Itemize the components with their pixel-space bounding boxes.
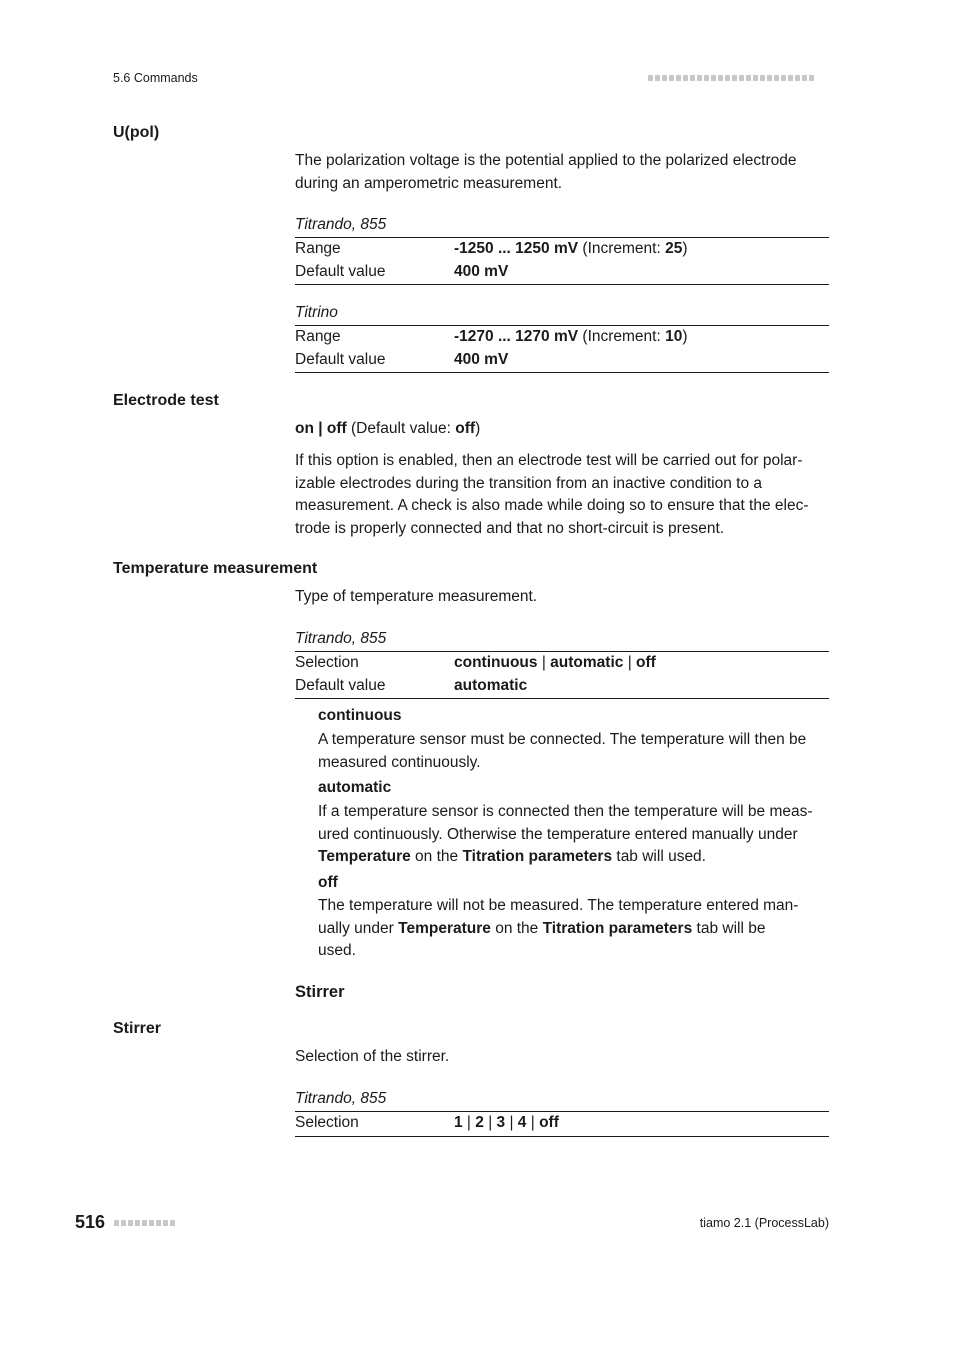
row-value: automatic [454, 676, 528, 694]
temperature-table [295, 627, 829, 699]
heading-upol: U(pol) [113, 124, 160, 141]
option-desc-continuous [318, 729, 829, 774]
table-caption: Titrando, 855 [295, 216, 387, 233]
heading-temperature-measurement: Temperature measurement [113, 560, 318, 577]
desc-line: trode is properly connected and that no short-circuit is present. [295, 519, 725, 537]
footer-product-name: tiamo 2.1 (ProcessLab) [699, 1216, 829, 1230]
desc-line: ually under Temperature on the Titration parameters tab will be [318, 919, 766, 937]
table-row [295, 238, 829, 261]
temperature-description: Type of temperature measurement. [295, 588, 538, 605]
upol-desc-line: during an amperometric measurement. [295, 174, 563, 192]
row-value: -1270 ... 1270 mV (Increment: 10) [454, 328, 688, 345]
desc-line: The temperature will not be measured. The temperature entered man- [318, 897, 799, 914]
row-value: 400 mV [454, 262, 509, 280]
table-caption: Titrando, 855 [295, 1090, 387, 1107]
table-row [295, 675, 829, 698]
row-value: continuous | automatic | off [454, 654, 656, 671]
desc-line: A temperature sensor must be connected. The temperature will then be [318, 731, 807, 748]
table-row [295, 326, 829, 349]
page-number: 516 [75, 1212, 106, 1232]
table-row [295, 261, 829, 284]
row-label: Selection [295, 1114, 359, 1131]
desc-line: Temperature on the Titration parameters tab will used. [318, 848, 706, 865]
footer-decoration-dots [114, 1220, 175, 1226]
desc-line: If this option is enabled, then an electrode test will be carried out for polar- [295, 452, 803, 469]
table-row [295, 1112, 829, 1135]
option-desc-automatic [318, 801, 829, 869]
upol-desc-line: The polarization voltage is the potential applied to the polarized electrode [295, 152, 797, 169]
table-row [295, 652, 829, 675]
option-title-automatic: automatic [318, 779, 392, 796]
row-label: Default value [295, 676, 386, 694]
heading-electrode-test: Electrode test [113, 392, 219, 409]
row-label: Range [295, 328, 341, 345]
table-caption: Titrando, 855 [295, 630, 387, 647]
subheading-stirrer: Stirrer [295, 983, 345, 1001]
row-value: 1 | 2 | 3 | 4 | off [454, 1114, 559, 1131]
electrode-test-options: on | off (Default value: off) [295, 420, 481, 437]
row-label: Default value [295, 350, 386, 368]
option-desc-off [318, 895, 829, 963]
option-title-off: off [318, 874, 338, 891]
electrode-test-description [295, 450, 829, 540]
row-value: 400 mV [454, 350, 509, 368]
row-label: Range [295, 240, 341, 257]
row-label: Default value [295, 262, 386, 280]
desc-line: izable electrodes during the transition from an inactive condition to a [295, 474, 762, 492]
table-row [295, 349, 829, 372]
heading-stirrer: Stirrer [113, 1020, 162, 1037]
header-decoration-dots [648, 75, 814, 81]
desc-line: If a temperature sensor is connected then the temperature will be meas- [318, 803, 813, 820]
desc-line: measurement. A check is also made while doing so to ensure that the elec- [295, 497, 809, 514]
table-caption: Titrino [295, 304, 338, 321]
running-header-section: 5.6 Commands [113, 71, 198, 85]
stirrer-table [295, 1087, 829, 1137]
upol-table-titrando [295, 213, 829, 285]
row-value: -1250 ... 1250 mV (Increment: 25) [454, 240, 688, 257]
desc-line: used. [318, 942, 356, 959]
option-title-continuous: continuous [318, 707, 402, 724]
upol-description [295, 150, 829, 195]
upol-table-titrino [295, 301, 829, 373]
desc-line: ured continuously. Otherwise the temperature entered manually under [318, 825, 798, 843]
row-label: Selection [295, 654, 359, 671]
desc-line: measured continuously. [318, 753, 481, 771]
stirrer-description: Selection of the stirrer. [295, 1048, 450, 1065]
